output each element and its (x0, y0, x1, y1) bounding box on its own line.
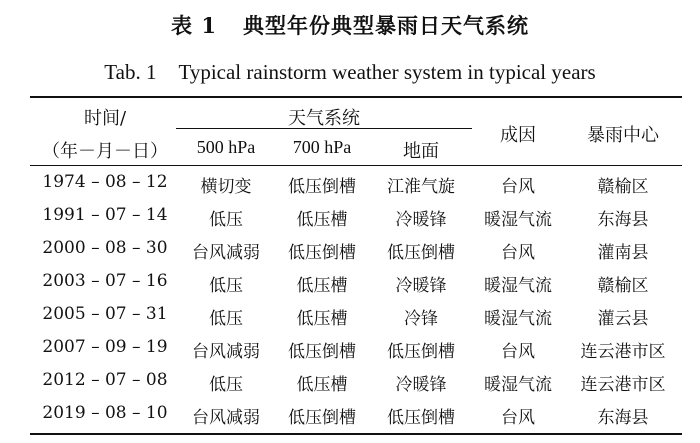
table-title-cn: 典型年份典型暴雨日天气系统 (242, 13, 529, 38)
cell-700hpa: 低压倒槽 (288, 408, 356, 428)
cell-500hpa: 低压 (209, 309, 243, 329)
cell-500hpa: 低压 (209, 375, 243, 395)
cell-surface: 低压倒槽 (387, 408, 455, 428)
table-row (0, 271, 700, 297)
cell-date: 2019 – 08 – 10 (42, 403, 168, 423)
cell-cause: 台风 (501, 408, 535, 428)
table-row (0, 337, 700, 363)
header-surface: 地面 (403, 141, 439, 162)
cell-500hpa: 低压 (209, 276, 243, 296)
cell-700hpa: 低压槽 (296, 309, 348, 329)
cell-700hpa: 低压倒槽 (288, 243, 356, 263)
cell-700hpa: 低压倒槽 (288, 177, 356, 197)
cell-cause: 暖湿气流 (484, 276, 552, 296)
table-row (0, 238, 700, 264)
table-caption-english (0, 60, 700, 85)
table-number-cn: 表 1 (171, 13, 217, 38)
cell-date: 2007 – 09 – 19 (42, 337, 168, 357)
cell-500hpa: 低压 (209, 210, 243, 230)
table-row (0, 403, 700, 429)
cell-700hpa: 低压槽 (296, 375, 348, 395)
cell-center: 灌南县 (597, 243, 649, 263)
cell-cause: 台风 (501, 342, 535, 362)
cell-center: 灌云县 (597, 309, 649, 329)
cell-cause: 暖湿气流 (484, 375, 552, 395)
cell-surface: 低压倒槽 (387, 243, 455, 263)
cell-surface: 冷锋 (404, 309, 438, 329)
header-bottom-rule (30, 165, 682, 166)
cell-center: 赣榆区 (597, 276, 649, 296)
table-row (0, 304, 700, 330)
cell-center: 连云港市区 (580, 342, 666, 362)
cell-center: 赣榆区 (597, 177, 649, 197)
cell-date: 2005 – 07 – 31 (42, 304, 168, 324)
table-title-en: Typical rainstorm weather system in typical years (178, 60, 596, 84)
cell-500hpa: 横切变 (200, 177, 252, 197)
cell-date: 2012 – 07 – 08 (42, 370, 168, 390)
table-row (0, 370, 700, 396)
cell-cause: 暖湿气流 (484, 210, 552, 230)
header-cause: 成因 (500, 125, 536, 146)
cell-surface: 江淮气旋 (387, 177, 455, 197)
cell-center: 连云港市区 (580, 375, 666, 395)
cell-500hpa: 台风减弱 (192, 408, 260, 428)
cell-surface: 冷暖锋 (395, 210, 447, 230)
cell-date: 2000 – 08 – 30 (42, 238, 168, 258)
table-number-en: Tab. 1 (104, 60, 157, 84)
header-700hpa: 700 hPa (292, 137, 352, 157)
header-weather-system: 天气系统 (288, 108, 360, 129)
header-500hpa: 500 hPa (196, 137, 256, 157)
cell-date: 2003 – 07 – 16 (42, 271, 168, 291)
table-row (0, 172, 700, 198)
cell-700hpa: 低压倒槽 (288, 342, 356, 362)
cell-500hpa: 台风减弱 (192, 243, 260, 263)
cell-500hpa: 台风减弱 (192, 342, 260, 362)
cell-surface: 低压倒槽 (387, 342, 455, 362)
cell-surface: 冷暖锋 (395, 276, 447, 296)
cell-surface: 冷暖锋 (395, 375, 447, 395)
cell-center: 东海县 (597, 210, 649, 230)
cell-cause: 台风 (501, 243, 535, 263)
cell-700hpa: 低压槽 (296, 276, 348, 296)
cell-cause: 暖湿气流 (484, 309, 552, 329)
bottom-rule (30, 433, 682, 435)
cell-cause: 台风 (501, 177, 535, 197)
cell-center: 东海县 (597, 408, 649, 428)
cell-date: 1991 – 07 – 14 (42, 205, 168, 225)
cell-700hpa: 低压槽 (296, 210, 348, 230)
table-row (0, 205, 700, 231)
top-rule (30, 96, 682, 98)
header-time: 时间/ (83, 108, 127, 129)
header-time-format: （年－月－日） (42, 141, 168, 162)
cell-date: 1974 – 08 – 12 (42, 172, 168, 192)
header-rainstorm-center: 暴雨中心 (587, 125, 659, 146)
table-caption-chinese (0, 10, 700, 40)
